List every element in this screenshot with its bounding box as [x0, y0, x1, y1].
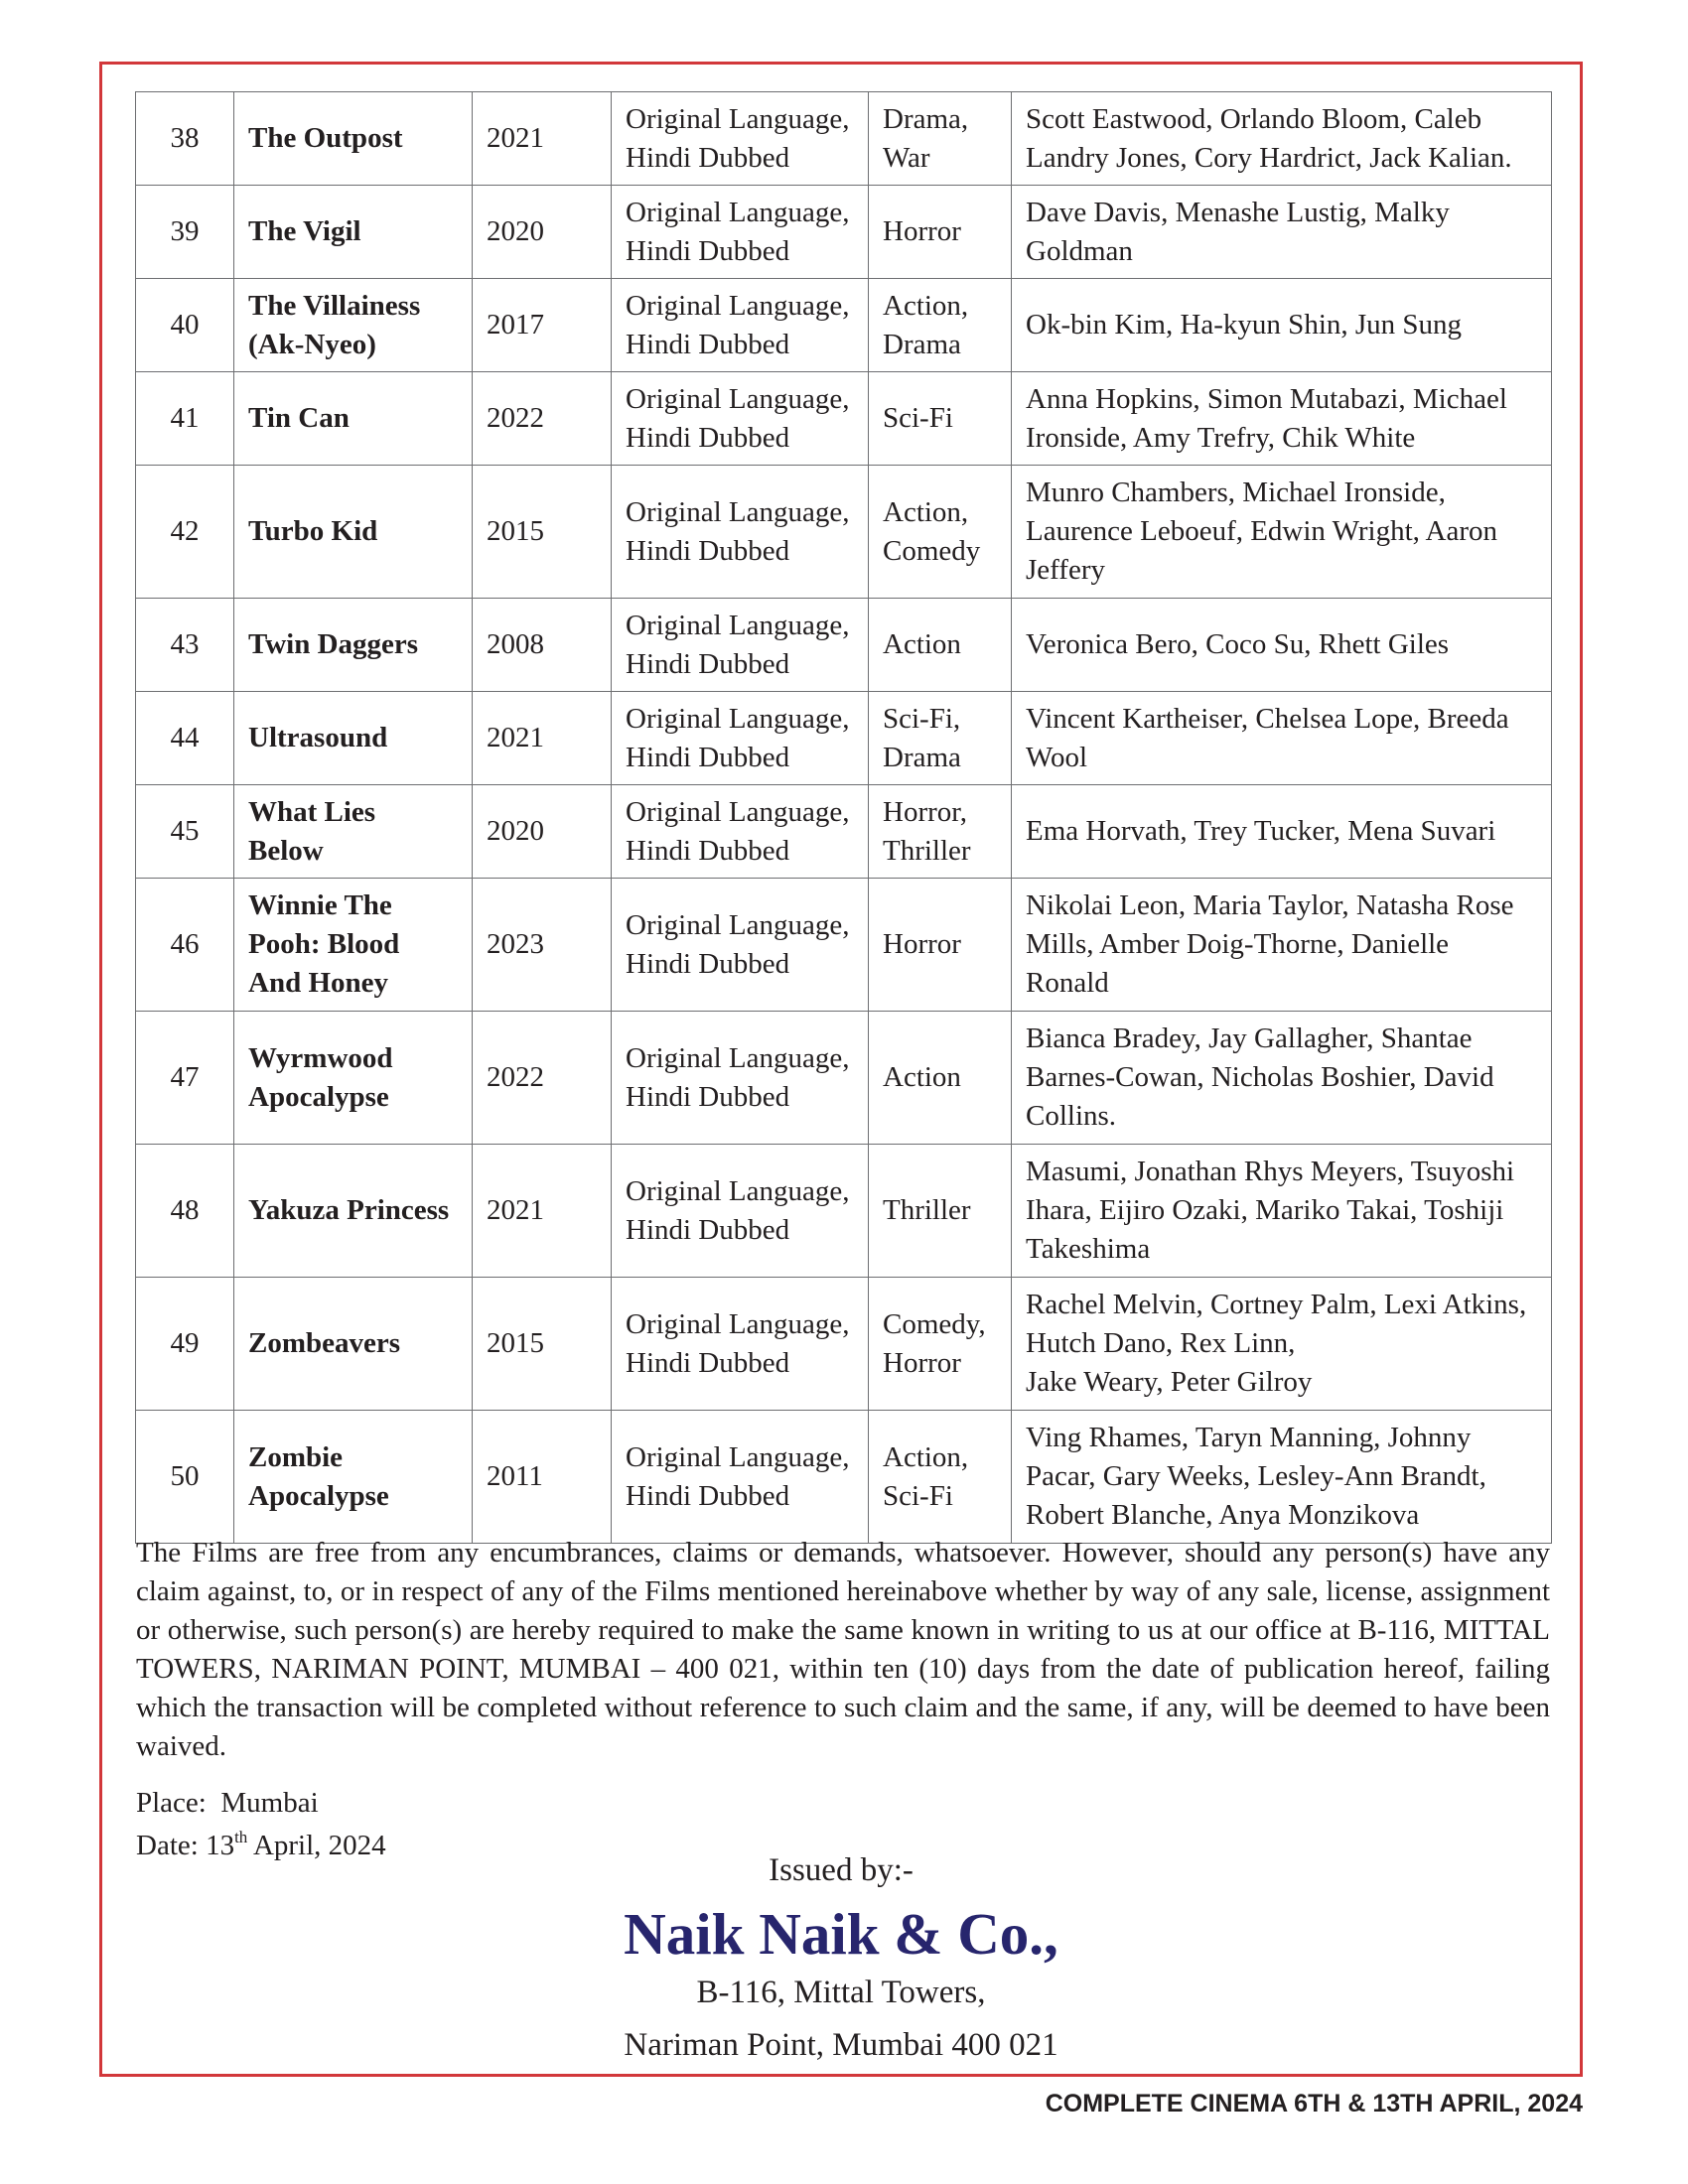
film-genre: Action [869, 1012, 1012, 1145]
film-genre: Action [869, 599, 1012, 692]
place-value: Mumbai [220, 1787, 319, 1819]
table-row [136, 92, 1552, 186]
film-language: Original Language, Hindi Dubbed [612, 1411, 869, 1544]
film-cast: Munro Chambers, Michael Ironside, Laurence Leboeuf, Edwin Wright, Aaron Jeffery [1012, 466, 1552, 599]
table-row [136, 1411, 1552, 1544]
place-label: Place: [136, 1787, 207, 1819]
film-cast: Scott Eastwood, Orlando Bloom, Caleb Landry Jones, Cory Hardrict, Jack Kalian. [1012, 92, 1552, 186]
film-year: 2021 [473, 692, 612, 785]
film-genre: Horror, Thriller [869, 785, 1012, 879]
publication-footer: COMPLETE CINEMA 6TH & 13TH APRIL, 2024 [1045, 2090, 1583, 2117]
film-number: 39 [136, 186, 234, 279]
film-genre: Sci-Fi, Drama [869, 692, 1012, 785]
film-title: What Lies Below [234, 785, 473, 879]
film-number: 47 [136, 1012, 234, 1145]
film-cast: Ok-bin Kim, Ha-kyun Shin, Jun Sung [1012, 279, 1552, 372]
film-language: Original Language, Hindi Dubbed [612, 186, 869, 279]
film-genre: Thriller [869, 1145, 1012, 1278]
film-language: Original Language, Hindi Dubbed [612, 372, 869, 466]
date-label: Date: [136, 1830, 199, 1861]
film-year: 2023 [473, 879, 612, 1012]
film-year: 2008 [473, 599, 612, 692]
film-number: 50 [136, 1411, 234, 1544]
firm-address-line1: B-116, Mittal Towers, [696, 1975, 986, 2010]
film-number: 45 [136, 785, 234, 879]
table-row [136, 599, 1552, 692]
film-number: 44 [136, 692, 234, 785]
film-language: Original Language, Hindi Dubbed [612, 1278, 869, 1411]
film-language: Original Language, Hindi Dubbed [612, 599, 869, 692]
table-row [136, 692, 1552, 785]
film-number: 49 [136, 1278, 234, 1411]
table-row [136, 466, 1552, 599]
table-row [136, 1012, 1552, 1145]
film-year: 2011 [473, 1411, 612, 1544]
film-number: 42 [136, 466, 234, 599]
film-genre: Action, Comedy [869, 466, 1012, 599]
table-row [136, 879, 1552, 1012]
firm-address-line2: Nariman Point, Mumbai 400 021 [624, 2027, 1058, 2063]
film-year: 2020 [473, 785, 612, 879]
film-title: Yakuza Princess [234, 1145, 473, 1278]
table-row [136, 785, 1552, 879]
film-language: Original Language, Hindi Dubbed [612, 92, 869, 186]
film-cast: Ving Rhames, Taryn Manning, Johnny Pacar, Gary Weeks, Lesley-Ann Brandt, Robert Blanche, Anya Monzikova [1012, 1411, 1552, 1544]
film-year: 2021 [473, 1145, 612, 1278]
table-row [136, 279, 1552, 372]
table-row [136, 1278, 1552, 1411]
film-genre: Drama, War [869, 92, 1012, 186]
table-row [136, 372, 1552, 466]
film-year: 2015 [473, 466, 612, 599]
film-title: The Vigil [234, 186, 473, 279]
films-table-body [136, 92, 1552, 1544]
film-language: Original Language, Hindi Dubbed [612, 1145, 869, 1278]
film-title: Wyrmwood Apocalypse [234, 1012, 473, 1145]
film-language: Original Language, Hindi Dubbed [612, 279, 869, 372]
date-day: 13 [206, 1830, 235, 1861]
film-genre: Action, Drama [869, 279, 1012, 372]
film-title: Twin Daggers [234, 599, 473, 692]
film-cast: Bianca Bradey, Jay Gallagher, Shantae Barnes-Cowan, Nicholas Boshier, David Collins. [1012, 1012, 1552, 1145]
film-genre: Action, Sci-Fi [869, 1411, 1012, 1544]
film-title: Tin Can [234, 372, 473, 466]
film-language: Original Language, Hindi Dubbed [612, 692, 869, 785]
table-row [136, 186, 1552, 279]
film-title: Winnie The Pooh: Blood And Honey [234, 879, 473, 1012]
date-rest: April, 2024 [252, 1830, 386, 1861]
film-cast: Veronica Bero, Coco Su, Rhett Giles [1012, 599, 1552, 692]
film-year: 2015 [473, 1278, 612, 1411]
film-year: 2022 [473, 1012, 612, 1145]
table-row [136, 1145, 1552, 1278]
films-table [135, 91, 1552, 1544]
film-genre: Sci-Fi [869, 372, 1012, 466]
film-cast: Vincent Kartheiser, Chelsea Lope, Breeda Wool [1012, 692, 1552, 785]
film-number: 40 [136, 279, 234, 372]
film-number: 38 [136, 92, 234, 186]
film-title: Turbo Kid [234, 466, 473, 599]
place-line [136, 1784, 319, 1823]
film-genre: Comedy, Horror [869, 1278, 1012, 1411]
film-year: 2020 [473, 186, 612, 279]
film-number: 43 [136, 599, 234, 692]
film-cast: Rachel Melvin, Cortney Palm, Lexi Atkins, Hutch Dano, Rex Linn, Jake Weary, Peter Gilroy [1012, 1278, 1552, 1411]
firm-name: Naik Naik & Co., [624, 1901, 1058, 1967]
film-cast: Masumi, Jonathan Rhys Meyers, Tsuyoshi Ihara, Eijiro Ozaki, Mariko Takai, Toshiji Takeshima [1012, 1145, 1552, 1278]
film-title: The Villainess (Ak-Nyeo) [234, 279, 473, 372]
film-language: Original Language, Hindi Dubbed [612, 1012, 869, 1145]
notice-paragraph: The Films are free from any encumbrances, claims or demands, whatsoever. However, should any person(s) have any claim against, to, or in respect of any of the Films mentioned hereinabove whether by way of any sale, license, assignment or otherwise, such person(s) are hereby required to make the same known in writing to us at our office at B-116, MITTAL TOWERS, NARIMAN POINT, MUMBAI – 400 021, within ten (10) days from the date of publication hereof, failing which the transaction will be completed without reference to such claim and the same, if any, will be deemed to have been waived. [136, 1537, 1550, 1762]
film-title: The Outpost [234, 92, 473, 186]
film-title: Ultrasound [234, 692, 473, 785]
film-cast: Nikolai Leon, Maria Taylor, Natasha Rose Mills, Amber Doig-Thorne, Danielle Ronald [1012, 879, 1552, 1012]
film-cast: Anna Hopkins, Simon Mutabazi, Michael Ironside, Amy Trefry, Chik White [1012, 372, 1552, 466]
film-cast: Ema Horvath, Trey Tucker, Mena Suvari [1012, 785, 1552, 879]
film-number: 48 [136, 1145, 234, 1278]
film-language: Original Language, Hindi Dubbed [612, 466, 869, 599]
film-year: 2022 [473, 372, 612, 466]
film-title: Zombie Apocalypse [234, 1411, 473, 1544]
film-language: Original Language, Hindi Dubbed [612, 879, 869, 1012]
film-genre: Horror [869, 186, 1012, 279]
date-suffix: th [234, 1828, 248, 1846]
film-number: 46 [136, 879, 234, 1012]
film-number: 41 [136, 372, 234, 466]
film-title: Zombeavers [234, 1278, 473, 1411]
film-year: 2021 [473, 92, 612, 186]
issued-by-label: Issued by:- [769, 1852, 914, 1888]
film-genre: Horror [869, 879, 1012, 1012]
film-year: 2017 [473, 279, 612, 372]
film-cast: Dave Davis, Menashe Lustig, Malky Goldman [1012, 186, 1552, 279]
film-language: Original Language, Hindi Dubbed [612, 785, 869, 879]
